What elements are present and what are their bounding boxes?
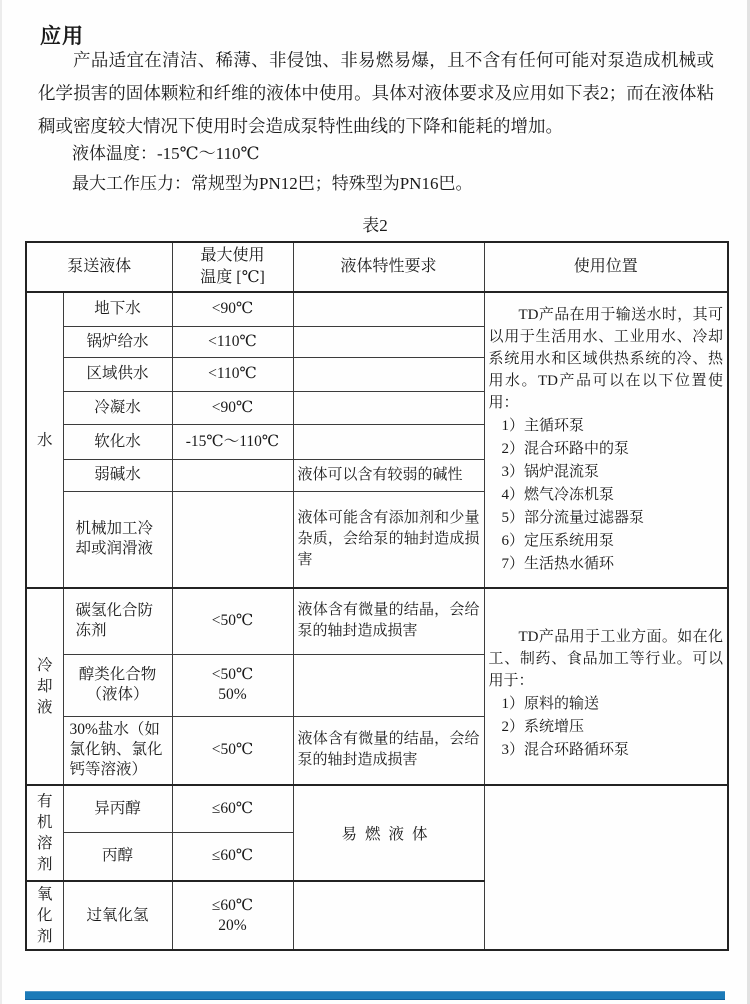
liquid-temp: ≤60℃ [172, 785, 293, 832]
header-usage-location: 使用位置 [484, 242, 728, 292]
liquid-req-empty [293, 654, 484, 716]
liquid-name: 丙醇 [63, 832, 172, 881]
usage-water-item: 1）主循环泵 [501, 418, 585, 434]
liquid-req: 液体可以含有较弱的碱性 [293, 459, 484, 491]
liquid-temp-line2: 20% [218, 916, 247, 934]
usage-coolant-intro: TD产品用于工业方面。如在化工、制药、食品加工等行业。可以用于： [488, 628, 724, 689]
liquid-temp-empty [172, 459, 293, 491]
table-row [26, 785, 728, 832]
liquid-temp: <50℃ [172, 588, 293, 654]
liquid-name: 区域供水 [63, 357, 172, 391]
category-oxidizer: 氧化剂 [26, 881, 63, 950]
liquid-temp [172, 881, 293, 950]
usage-water-item: 6）定压系统用泵 [501, 533, 615, 549]
table-header-row [26, 242, 728, 292]
liquid-name: 碳氢化合防冻剂 [63, 588, 172, 654]
liquid-req: 液体含有微量的结晶，会给泵的轴封造成损害 [293, 588, 484, 654]
header-liquid-req: 液体特性要求 [293, 242, 484, 292]
liquid-req: 液体可能含有添加剂和少量杂质，会给泵的轴封造成损害 [293, 491, 484, 588]
liquid-name: 弱碱水 [63, 459, 172, 491]
liquid-temp-line1: ≤60℃ [211, 896, 254, 914]
usage-coolant-item: 2）系统增压 [501, 718, 585, 735]
liquid-name: 异丙醇 [63, 785, 172, 832]
usage-coolant-list [489, 693, 724, 762]
usage-water-cell [484, 292, 728, 588]
liquid-temp: <50℃ [172, 716, 293, 785]
liquid-temp-empty [172, 491, 293, 588]
scan-edge-left [0, 0, 2, 1004]
liquid-temp-line2: 50% [218, 686, 247, 703]
category-organic-solvent: 有机溶剂 [26, 785, 63, 881]
liquid-temp: <110℃ [172, 326, 293, 357]
header-pumped-liquid: 泵送液体 [26, 242, 172, 292]
table-row [26, 588, 728, 654]
header-max-temp-line2: 温度 [℃] [200, 269, 265, 286]
usage-water-item: 2）混合环路中的泵 [501, 441, 630, 457]
usage-water-item: 3）锅炉混流泵 [501, 464, 600, 480]
usage-water-item: 5）部分流量过滤器泵 [501, 510, 645, 526]
usage-water-intro: TD产品在用于输送水时，其可以用于生活用水、工业用水、冷却系统用水和区域供热系统的冷、热用水。TD产品可以在以下位置使用： [488, 307, 724, 411]
liquid-temp: <110℃ [172, 357, 293, 391]
usage-coolant-item: 3）混合环路循环泵 [501, 741, 630, 758]
usage-water-item: 7）生活热水循环 [501, 556, 615, 572]
liquid-name: 醇类化合物（液体） [63, 654, 172, 716]
liquid-temp: <90℃ [172, 292, 293, 326]
spec-liquid-temperature: 液体温度：-15℃～110℃ [72, 144, 260, 163]
liquid-req: 液体含有微量的结晶，会给泵的轴封造成损害 [293, 716, 484, 785]
liquid-name: 锅炉给水 [63, 326, 172, 357]
category-water: 水 [26, 292, 63, 588]
liquid-temp: ≤60℃ [172, 832, 293, 881]
header-max-temp-line1: 最大使用 [200, 247, 265, 264]
liquid-req-empty [293, 357, 484, 391]
usage-water-list [489, 415, 724, 576]
liquid-req-empty [293, 391, 484, 424]
table-caption: 表2 [362, 216, 388, 235]
liquid-temp-line1: <50℃ [211, 666, 254, 683]
liquid-name: 软化水 [63, 424, 172, 459]
liquid-req-flammable: 易燃液体 [293, 785, 484, 881]
table-row [26, 292, 728, 326]
spec-max-pressure: 最大工作压力：常规型为PN12巴；特殊型为PN16巴。 [72, 174, 473, 193]
usage-coolant-item: 1）原料的输送 [501, 695, 600, 712]
liquid-temp [172, 654, 293, 716]
header-max-temp [172, 242, 293, 292]
liquid-name: 冷凝水 [63, 391, 172, 424]
liquid-name: 过氧化氢 [63, 881, 172, 950]
liquid-req-empty [293, 326, 484, 357]
liquid-name: 30%盐水（如氯化钠、氯化钙等溶液） [63, 716, 172, 785]
liquid-temp: -15℃～110℃ [172, 424, 293, 459]
liquid-req-empty [293, 424, 484, 459]
footer-accent-bar [25, 991, 725, 1000]
usage-water-item: 4）燃气冷冻机泵 [501, 487, 615, 503]
liquid-temp: <90℃ [172, 391, 293, 424]
category-coolant: 冷却液 [26, 588, 63, 785]
liquid-req-empty [293, 292, 484, 326]
intro-paragraph: 产品适宜在清洁、稀薄、非侵蚀、非易燃易爆，且不含有任何可能对泵造成机械或化学损害的固体颗粒和纤维的液体中使用。具体对液体要求及应用如下表2；而在液体粘稠或密度较大情况下使用时会造成泵特性曲线的下降和能耗的增加。 [38, 50, 714, 136]
usage-empty-cell [484, 785, 728, 950]
pumped-liquids-table [25, 241, 729, 951]
liquid-req-empty [293, 881, 484, 950]
page-title: 应用 [40, 24, 84, 48]
liquid-name: 机械加工冷却或润滑液 [63, 491, 172, 588]
usage-coolant-cell [484, 588, 728, 785]
liquid-name: 地下水 [63, 292, 172, 326]
